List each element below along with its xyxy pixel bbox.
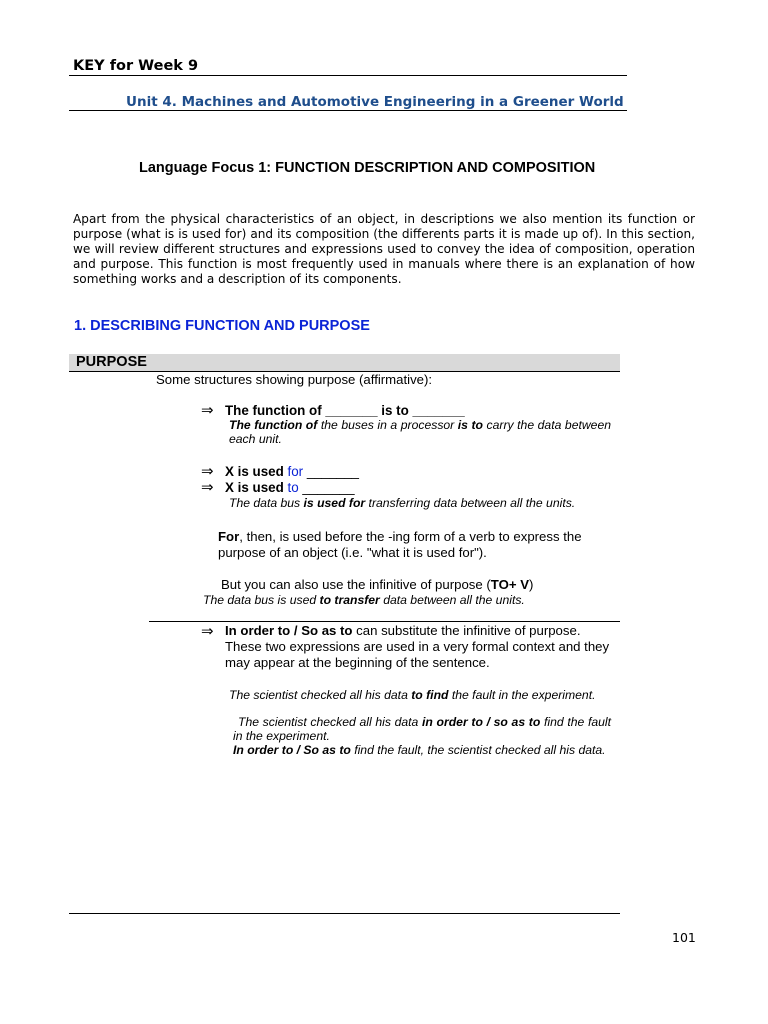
example-text: find the fault in the experiment. (233, 715, 611, 743)
structure-used-for (225, 464, 359, 479)
structure-text: X is used (225, 480, 288, 495)
example-text: the buses in a processor (317, 418, 458, 432)
page-number: 101 (672, 930, 696, 945)
example-text: transferring data between all the units. (365, 496, 576, 510)
keyword-for: for (287, 464, 304, 479)
section-divider (149, 621, 620, 622)
unit-title: Unit 4. Machines and Automotive Engineering in a Greener World (126, 94, 624, 110)
example-text: carry the data between each unit. (229, 418, 611, 446)
infinitive-note (221, 577, 533, 592)
example-in-order-to-start (233, 743, 611, 757)
purpose-label-bar (69, 354, 620, 372)
intro-paragraph: Apart from the physical characteristics of an object, in descriptions we also mention its function or purpose (what is is used for) and its composition (the differents parts it is made up of). In this section, we will review different structures and expressions used to convey the idea of composition, operation and purpose. This function is most frequently used in manuals where there is an explanation of how something works and a description of its components. (73, 212, 695, 286)
keyword-to: to (287, 480, 299, 495)
for-note-bold: For (218, 529, 240, 544)
arrow-icon: ⇒ (201, 402, 214, 419)
infinitive-text: But you can also use the infinitive of purpose ( (221, 577, 491, 592)
for-note (218, 529, 618, 561)
example-bold: is used for (303, 496, 366, 510)
in-order-to-bold: In order to / So as to (225, 623, 353, 638)
for-note-text: , then, is used before the -ing form of a verb to express the purpose of an object (i.e. "what it is used for"). (218, 529, 582, 560)
example-bold: is to (457, 418, 484, 432)
arrow-icon: ⇒ (201, 479, 214, 496)
example-text: find the fault, the scientist checked all his data. (350, 743, 606, 757)
example-function-of (229, 418, 611, 446)
arrow-icon: ⇒ (201, 623, 214, 640)
example-bold: to transfer (319, 593, 380, 607)
structure-used-to (225, 480, 355, 495)
header-rule-2 (69, 110, 627, 111)
example-text: The scientist checked all his data (238, 715, 423, 729)
example-text: The data bus is used (203, 593, 320, 607)
example-bold: In order to / So as to (233, 743, 351, 757)
structure-function-of: The function of _______ is to _______ (225, 403, 465, 418)
example-bold: in order to / so as to (422, 715, 541, 729)
example-bold: The function of (229, 418, 318, 432)
purpose-subtitle: Some structures showing purpose (affirmative): (156, 372, 433, 387)
example-text: The data bus (229, 496, 304, 510)
in-order-to-note (225, 623, 615, 671)
example-used-for (229, 496, 611, 510)
arrow-icon: ⇒ (201, 463, 214, 480)
example-infinitive (203, 593, 623, 607)
example-text: The scientist checked all his data (229, 688, 412, 702)
purpose-label: PURPOSE (76, 354, 147, 370)
example-in-order-to (233, 715, 611, 743)
footer-rule (69, 913, 620, 914)
infinitive-close: ) (529, 577, 534, 592)
structure-text: X is used (225, 464, 288, 479)
example-to-find (229, 688, 611, 702)
example-text: data between all the units. (379, 593, 525, 607)
header-rule-1 (69, 75, 627, 76)
language-focus-title: Language Focus 1: FUNCTION DESCRIPTION AND COMPOSITION (139, 160, 596, 176)
structure-blank: _______ (303, 464, 360, 479)
in-order-to-text: can substitute the infinitive of purpose. These two expressions are used in a very formal context and they may appear at the beginning of the sentence. (225, 623, 610, 670)
example-text: the fault in the experiment. (448, 688, 596, 702)
example-bold: to find (411, 688, 449, 702)
section-heading: 1. DESCRIBING FUNCTION AND PURPOSE (74, 318, 370, 334)
infinitive-bold: TO+ V (490, 577, 530, 592)
structure-blank: _______ (298, 480, 355, 495)
key-title: KEY for Week 9 (73, 58, 199, 74)
